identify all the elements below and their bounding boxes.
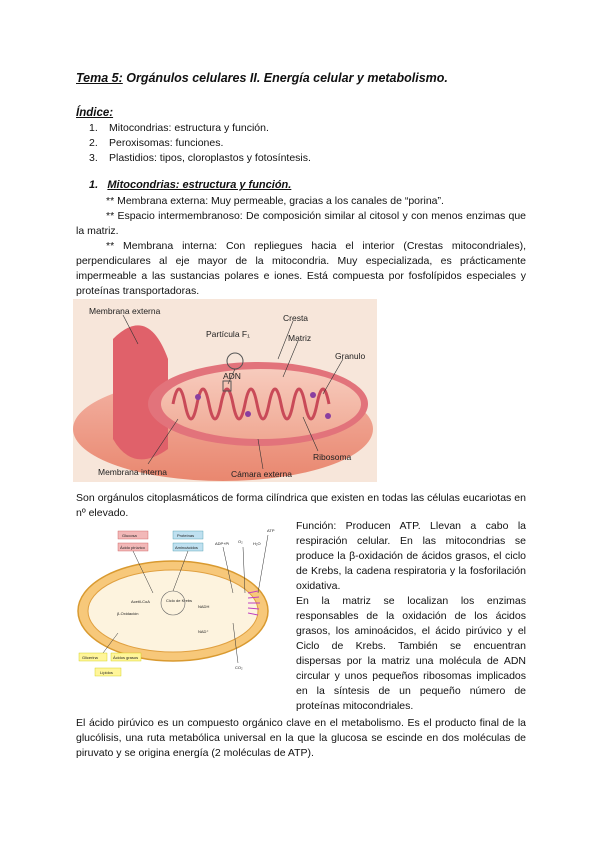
section-number: 1.: [89, 179, 99, 191]
index-item-label: Plastidios: tipos, cloroplastos y fotosíntesis.: [109, 152, 311, 164]
index-item-label: Peroxisomas: funciones.: [109, 137, 224, 149]
paragraph-membrana-interna: ** Membrana interna: Con repliegues hacia el interior (Crestas mitocondriales), perpendiculares al eje mayor de la mitocondria. Muy especializada, es prácticamente impermeable a las sustancias polares e iones. Está compuesta por fosfolípidos especiales y proteínas transportadoras.: [76, 240, 526, 297]
matrix-paragraph: En la matriz se localizan los enzimas responsables de la oxidación de los ácidos grasos, los aminoácidos, el ácido pirúvico y el Ciclo de Krebs. También se encuentran dispersas por la matriz una molécula de ADN circular y unos pequeños ribosomas implicados en la síntesis de un pequeño número de proteínas mitocondriales.: [296, 595, 526, 712]
label-acetil: Acetil-CoA: [131, 599, 150, 604]
title-prefix: Tema 5:: [76, 71, 123, 85]
label-adp: ADP+Pi: [215, 541, 230, 546]
box-acido-piruvico-label: Ácido pirúvico: [120, 545, 145, 550]
label-membrana-externa: Membrana externa: [89, 306, 161, 316]
granule-dot: [195, 394, 201, 400]
index-heading: Índice:: [76, 107, 114, 119]
box-glicerina-label: Glicerina: [82, 655, 98, 660]
box-lipidos-label: Lípidos: [100, 670, 113, 675]
section-body: [76, 194, 526, 299]
label-krebs: Ciclo de Krebs: [166, 598, 193, 603]
label-particula: Partícula F₁: [206, 329, 250, 339]
paragraph-membrana-externa: ** Membrana externa: Muy permeable, gracias a los canales de “porina”.: [106, 195, 444, 207]
granule-dot: [245, 411, 251, 417]
label-granulo: Granulo: [335, 351, 366, 361]
label-matriz: Matriz: [288, 333, 312, 343]
index-item-number: 3.: [89, 152, 98, 164]
index-item: [89, 136, 311, 151]
index-list: [89, 121, 311, 166]
index-item: [89, 121, 311, 136]
label-membrana-interna: Membrana interna: [98, 467, 167, 477]
label-co2: CO₂: [235, 665, 243, 670]
label-camara-externa: Cámara externa: [231, 469, 292, 479]
section-title: Mitocondrias: estructura y función.: [107, 179, 292, 191]
granule-dot: [325, 413, 331, 419]
label-atp: ATP: [267, 528, 275, 533]
box-proteinas-label: Proteínas: [177, 533, 195, 538]
function-text: [296, 519, 526, 714]
index-item: [89, 151, 311, 166]
label-beta: β-Oxidación: [117, 611, 139, 616]
intro-paragraph: Son orgánulos citoplasmáticos de forma cilíndrica que existen en todas las células eucariotas en nº elevado.: [76, 492, 526, 519]
label-h2o: H₂O: [253, 541, 261, 546]
label-o2: O₂: [238, 539, 243, 544]
page-title: [76, 71, 448, 85]
title-text: Orgánulos celulares II. Energía celular y metabolismo.: [122, 71, 448, 85]
granule-dot: [310, 392, 316, 398]
label-nadh: NADH: [198, 604, 210, 609]
index-item-number: 2.: [89, 137, 98, 149]
function-paragraph: Función: Producen ATP. Llevan a cabo la respiración celular. En las mitocondrias se produce la β-oxidación de ácidos grasos, el ciclo de Krebs, la cadena respiratoria y la fosforilación oxidativa.: [296, 520, 526, 592]
label-ribosoma: Ribosoma: [313, 452, 352, 462]
index-item-number: 1.: [89, 122, 98, 134]
closing-paragraph: El ácido pirúvico es un compuesto orgánico clave en el metabolismo. Es el producto final de la glucólisis, una ruta metabólica universal en la que la glucosa se escinde en dos moléculas de piruvato y se origina energía (2 moléculas de ATP).: [76, 717, 526, 759]
box-glucosa-label: Glucosa: [122, 533, 137, 538]
paragraph-espacio-intermembranoso: ** Espacio intermembranoso: De composición similar al citosol y con menos enzimas que la matriz.: [76, 210, 526, 237]
box-aminoacidos-label: Aminoácidos: [175, 545, 198, 550]
mitochondrion-structure-figure: [73, 299, 377, 482]
mitochondrion-matrix: [88, 570, 258, 652]
index-item-label: Mitocondrias: estructura y función.: [109, 122, 269, 134]
section-heading: [89, 179, 291, 191]
box-acidos-grasos-label: Ácidos grasos: [113, 655, 139, 660]
label-nad: NAD⁺: [198, 629, 209, 634]
label-adn: ADN: [223, 371, 241, 381]
mitochondrion-function-diagram: [73, 523, 288, 683]
label-cresta: Cresta: [283, 313, 309, 323]
